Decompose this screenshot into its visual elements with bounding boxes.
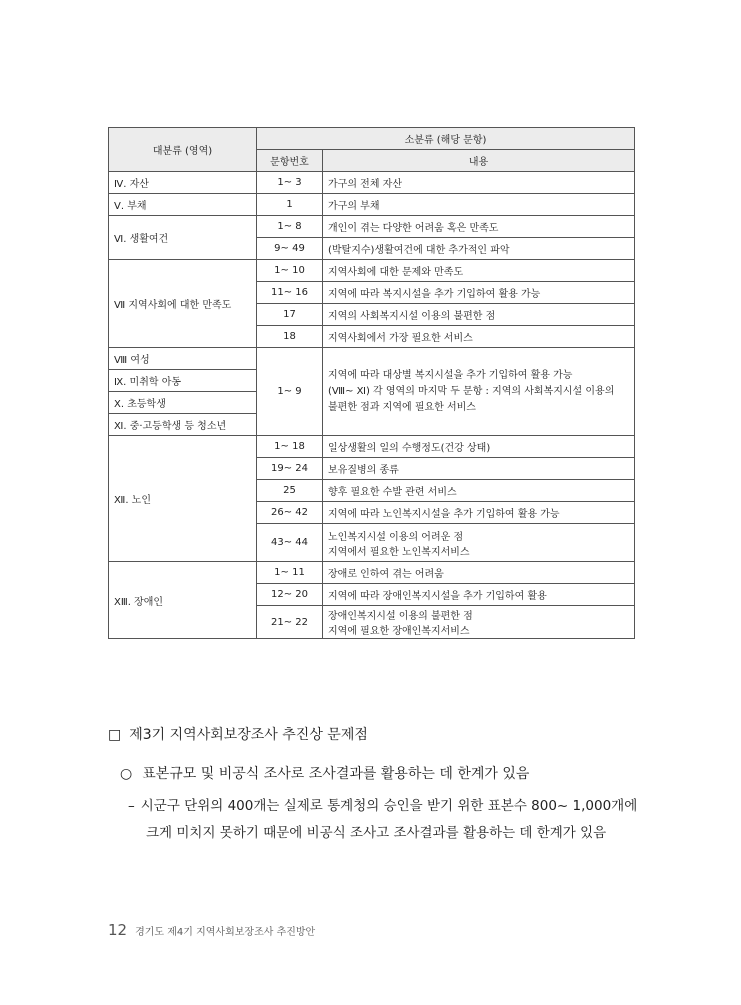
category-cell: Ⅷ 여성 [109,348,257,370]
section-heading [108,724,368,744]
item-number-cell: 25 [257,480,323,502]
item-number-cell: 26~ 42 [257,502,323,524]
content-cell [323,524,635,562]
header-content: 내용 [323,150,635,172]
document-title: 경기도 제4기 지역사회보장조사 추진방안 [135,927,316,938]
content-cell: (박탈지수)생활여건에 대한 추가적인 파악 [323,238,635,260]
category-cell: Ⅹ. 초등학생 [109,392,257,414]
item-number-cell: 1~ 8 [257,216,323,238]
page-number: 12 [108,921,128,939]
content-cell [323,606,635,639]
item-number-cell: 17 [257,304,323,326]
content-cell: 일상생활의 일의 수행정도(건강 상태) [323,436,635,458]
category-cell: Ⅶ 지역사회에 대한 만족도 [109,260,257,348]
survey-structure-table [108,127,635,639]
content-cell: 지역사회에서 가장 필요한 서비스 [323,326,635,348]
category-cell: Ⅵ. 생활여건 [109,216,257,260]
table-row [109,260,635,282]
table-row [109,216,635,238]
item-number-cell: 11~ 16 [257,282,323,304]
header-major-category: 대분류 (영역) [109,128,257,172]
item-number-cell: 9~ 49 [257,238,323,260]
section-heading-text: 제3기 지역사회보장조사 추진상 문제점 [129,727,368,743]
page-footer [108,921,315,939]
dash-bullet-icon: – [128,798,135,814]
header-minor-category: 소분류 (해당 문항) [257,128,635,150]
content-cell: 지역의 사회복지시설 이용의 불편한 점 [323,304,635,326]
content-line: (Ⅷ~ Ⅺ) 각 영역의 마지막 두 문항 : 지역의 사회복지시설 이용의 [328,385,615,397]
content-line: 불편한 점과 지역에 필요한 서비스 [328,401,476,413]
category-cell: Ⅳ. 자산 [109,172,257,194]
table-row [109,172,635,194]
content-line: 노인복지시설 이용의 어려운 점 [328,531,464,543]
content-cell: 지역에 따라 복지시설을 추가 기입하여 활용 가능 [323,282,635,304]
content-cell: 지역에 따라 장애인복지시설을 추가 기입하여 활용 [323,584,635,606]
circle-bullet-icon: ○ [120,766,133,782]
content-cell: 지역사회에 대한 문제와 만족도 [323,260,635,282]
content-cell: 보유질병의 종류 [323,458,635,480]
table-row [109,562,635,584]
dash-bullet-item [128,793,648,847]
item-number-cell: 21~ 22 [257,606,323,639]
category-cell: ⅩⅢ. 장애인 [109,562,257,639]
dash-text-line-1: 시군구 단위의 400개는 실제로 통계청의 승인을 받기 위한 표본수 800~ 1,000개에 [140,798,638,814]
bullet-text: 표본규모 및 비공식 조사로 조사결과를 활용하는 데 한계가 있음 [142,766,530,782]
item-number-cell: 1~ 9 [257,348,323,436]
category-cell: Ⅴ. 부채 [109,194,257,216]
item-number-cell: 19~ 24 [257,458,323,480]
square-bullet-icon: □ [108,727,122,743]
table-row [109,348,635,370]
item-number-cell: 1~ 3 [257,172,323,194]
content-cell: 가구의 부채 [323,194,635,216]
item-number-cell: 1~ 10 [257,260,323,282]
content-line: 지역에 따라 대상별 복지시설을 추가 기입하여 활용 가능 [328,369,573,381]
item-number-cell: 43~ 44 [257,524,323,562]
item-number-cell: 1~ 18 [257,436,323,458]
content-cell: 가구의 전체 자산 [323,172,635,194]
content-cell: 개인이 겪는 다양한 어려움 혹은 만족도 [323,216,635,238]
category-cell: Ⅸ. 미취학 아동 [109,370,257,392]
item-number-cell: 1~ 11 [257,562,323,584]
table-row [109,436,635,458]
dash-text-line-2: 크게 미치지 못하기 때문에 비공식 조사고 조사결과를 활용하는 데 한계가 있음 [146,825,607,841]
category-cell: Ⅺ. 중·고등학생 등 청소년 [109,414,257,436]
item-number-cell: 12~ 20 [257,584,323,606]
content-cell: 지역에 따라 노인복지시설을 추가 기입하여 활용 가능 [323,502,635,524]
content-line: 지역에 필요한 장애인복지서비스 [328,626,470,637]
circle-bullet-item [120,763,529,783]
table-row [109,194,635,216]
header-item-number: 문항번호 [257,150,323,172]
category-cell: Ⅻ. 노인 [109,436,257,562]
content-cell [323,348,635,436]
content-line: 지역에서 필요한 노인복지서비스 [328,546,470,558]
content-cell: 향후 필요한 수발 관련 서비스 [323,480,635,502]
content-line: 장애인복지시설 이용의 불편한 점 [328,611,473,622]
item-number-cell: 18 [257,326,323,348]
item-number-cell: 1 [257,194,323,216]
content-cell: 장애로 인하여 겪는 어려움 [323,562,635,584]
